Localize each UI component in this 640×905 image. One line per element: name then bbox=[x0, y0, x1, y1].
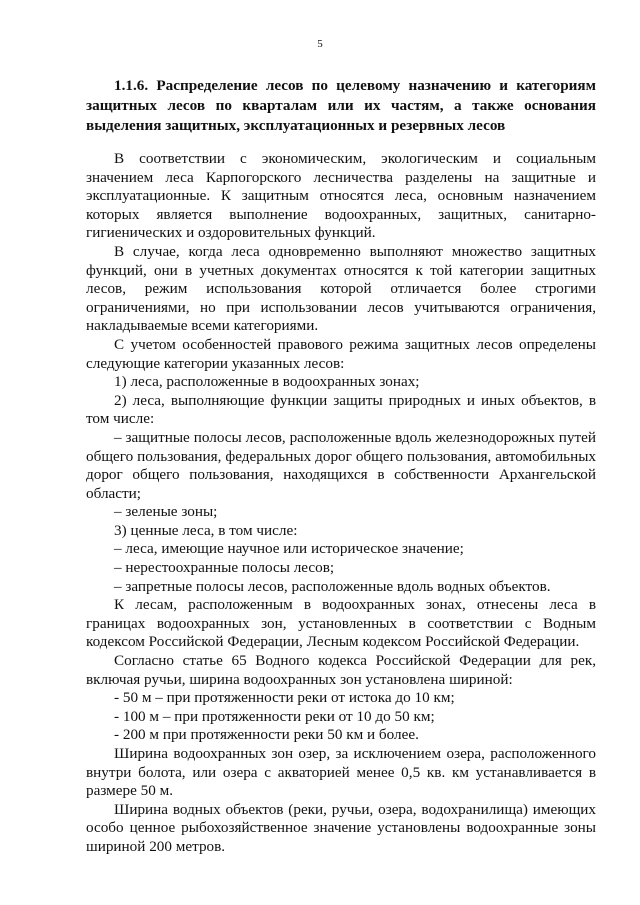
list-item-width-200: - 200 м при протяженности реки 50 км и более. bbox=[114, 726, 419, 744]
paragraph-lake-zones: Ширина водоохранных зон озер, за исключением озера, расположенного внутри болота, или озера с акваторией менее 0,5 кв. км устанавливается в размере 50 м. bbox=[86, 745, 596, 800]
section-heading bbox=[86, 76, 596, 136]
list-item-water-protection-zones: 1) леса, расположенные в водоохранных зонах; bbox=[114, 373, 420, 391]
list-item-prohibited-strips: – запретные полосы лесов, расположенные вдоль водных объектов. bbox=[114, 577, 551, 595]
paragraph-water-code-article: Согласно статье 65 Водного кодекса Российской Федерации для рек, включая ручьи, ширина водоохранных зон установлена шириной: bbox=[86, 652, 596, 688]
page-number: 5 bbox=[317, 38, 323, 50]
list-item-protection-functions: 2) леса, выполняющие функции защиты природных и иных объектов, в том числе: bbox=[86, 391, 596, 428]
list-item-green-zones: – зеленые зоны; bbox=[114, 503, 218, 521]
section-heading-text: 1.1.6. Распределение лесов по целевому назначению и категориям защитных лесов по кварталам или их частям, а также основания выделения защитных, эксплуатационных и резервных лесов bbox=[86, 77, 596, 134]
list-item-protective-strips: – защитные полосы лесов, расположенные вдоль железнодорожных путей общего пользования, федеральных дорог общего пользования, автомобильных дорог общего пользования, находящихся в собственности Архангельской области; bbox=[86, 428, 596, 502]
document-body bbox=[86, 150, 596, 857]
paragraph-forest-division: В соответствии с экономическим, экологическим и социальным значением леса Карпогорского лесничества разделены на защитные и эксплуатационные. К защитным относятся леса, основным назначением которых является выполнение водоохранных, защитных, санитарно-гигиенических и оздоровительных функций. bbox=[86, 150, 596, 242]
list-item-spawning-strips: – нерестоохранные полосы лесов; bbox=[114, 559, 335, 577]
paragraph-water-zone-forests: К лесам, расположенным в водоохранных зонах, отнесены леса в границах водоохранных зон, установленных в соответствии с Водным кодексом Российской Федерации, Лесным кодексом Российской Федерации. bbox=[86, 596, 596, 651]
paragraph-multiple-functions: В случае, когда леса одновременно выполняют множество защитных функций, они в учетных документах относятся к той категории защитных лесов, режим использования которой отличается более строгими ограничениями, но при использовании лесов учитываются ограничения, накладываемые всеми категориями. bbox=[86, 242, 596, 335]
paragraph-categories-intro: С учетом особенностей правового режима защитных лесов определены следующие категории указанных лесов: bbox=[86, 335, 596, 372]
paragraph-fishery-zones: Ширина водных объектов (реки, ручьи, озера, водохранилища) имеющих особо ценное рыбохозяйственное значение установлены водоохранные зоны шириной 200 метров. bbox=[86, 800, 596, 855]
list-item-width-50: - 50 м – при протяженности реки от истока до 10 км; bbox=[114, 689, 455, 707]
list-item-valuable-forests: 3) ценные леса, в том числе: bbox=[114, 521, 298, 539]
list-item-scientific-forests: – леса, имеющие научное или историческое значение; bbox=[114, 540, 464, 558]
list-item-width-100: - 100 м – при протяженности реки от 10 до 50 км; bbox=[114, 707, 435, 725]
